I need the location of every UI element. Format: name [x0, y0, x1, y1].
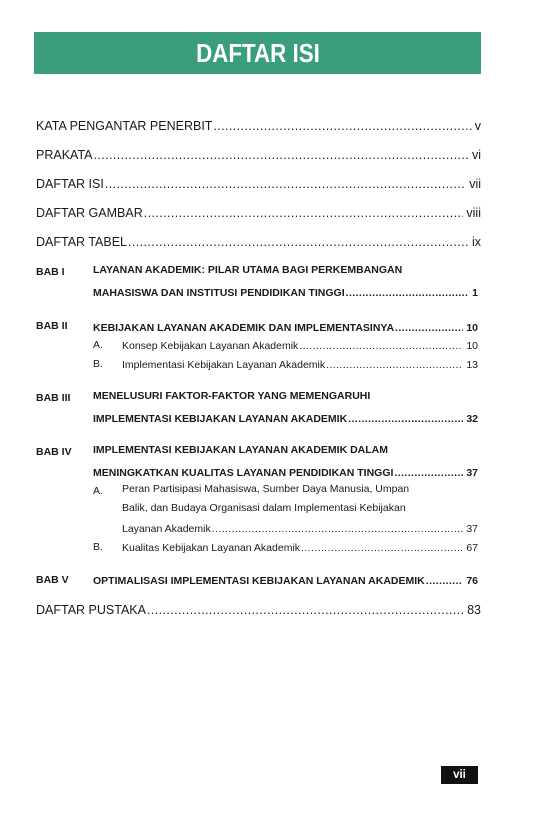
section-entry[interactable]: [122, 355, 478, 371]
section-entry[interactable]: [122, 519, 478, 535]
section-page: 37: [466, 523, 478, 535]
chapter-title-line[interactable]: IMPLEMENTASI KEBIJAKAN LAYANAN AKADEMIK DALAM: [93, 444, 388, 456]
chapter-number: BAB V: [36, 574, 69, 586]
toc-entry-page: 83: [467, 603, 481, 617]
toc-entry-label: DAFTAR ISI: [36, 177, 104, 191]
toc-entry-page: viii: [466, 206, 481, 220]
dot-leader: [144, 206, 464, 220]
section-title: Layanan Akademik: [122, 523, 211, 535]
chapter-1-entry[interactable]: [93, 283, 478, 299]
dot-leader: [326, 359, 463, 371]
toc-entry-daftar-gambar[interactable]: [36, 200, 481, 220]
toc-entry-label: DAFTAR GAMBAR: [36, 206, 143, 220]
dot-leader: [128, 235, 469, 249]
dot-leader: [348, 413, 463, 425]
toc-entry-page: v: [474, 119, 481, 133]
chapter-number: BAB I: [36, 266, 65, 278]
section-entry[interactable]: [122, 538, 478, 554]
section-title: Konsep Kebijakan Layanan Akademik: [122, 340, 299, 352]
toc-entry-kata-pengantar[interactable]: [36, 113, 481, 133]
toc-entry-label: DAFTAR PUSTAKA: [36, 603, 146, 617]
toc-entry-prakata[interactable]: [36, 142, 481, 162]
toc-entry-daftar-pustaka[interactable]: [36, 597, 481, 617]
page-number: vii: [453, 769, 466, 781]
toc-entry-page: vii: [469, 177, 481, 191]
section-letter: B.: [93, 358, 103, 370]
chapter-title-line[interactable]: LAYANAN AKADEMIK: PILAR UTAMA BAGI PERKEMBANGAN: [93, 264, 403, 276]
chapter-4-entry[interactable]: [93, 463, 478, 479]
section-entry[interactable]: [122, 336, 478, 352]
section-title-line[interactable]: Peran Partisipasi Mahasiswa, Sumber Daya Manusia, Umpan: [122, 483, 410, 495]
chapter-title-line: MENINGKATKAN KUALITAS LAYANAN PENDIDIKAN TINGGI: [93, 467, 394, 479]
chapter-page: 32: [466, 413, 478, 425]
section-title: Kualitas Kebijakan Layanan Akademik: [122, 542, 301, 554]
chapter-5-entry[interactable]: [93, 571, 478, 587]
chapter-title-line[interactable]: MENELUSURI FAKTOR-FAKTOR YANG MEMENGARUHI: [93, 390, 371, 402]
section-page: 13: [466, 359, 478, 371]
dot-leader: [426, 575, 464, 587]
section-letter: A.: [93, 339, 103, 351]
dot-leader: [147, 603, 464, 617]
chapter-number: BAB IV: [36, 446, 72, 458]
toc-entry-page: vi: [471, 148, 481, 162]
chapter-page: 10: [466, 322, 478, 334]
toc-entry-daftar-tabel[interactable]: [36, 229, 481, 249]
dot-leader: [395, 322, 463, 334]
section-letter: B.: [93, 541, 103, 553]
chapter-page: 37: [466, 467, 478, 479]
chapter-title-line: MAHASISWA DAN INSTITUSI PENDIDIKAN TINGGI: [93, 287, 345, 299]
dot-leader: [212, 523, 464, 535]
section-page: 10: [466, 340, 478, 352]
chapter-number: BAB III: [36, 392, 71, 404]
dot-leader: [301, 542, 463, 554]
page-number-badge: [441, 766, 478, 784]
chapter-title-line: OPTIMALISASI IMPLEMENTASI KEBIJAKAN LAYANAN AKADEMIK: [93, 575, 425, 587]
page-title: DAFTAR ISI: [195, 37, 320, 68]
dot-leader: [105, 177, 466, 191]
dot-leader: [394, 467, 463, 479]
section-title: Implementasi Kebijakan Layanan Akademik: [122, 359, 326, 371]
chapter-2-entry[interactable]: [93, 318, 478, 334]
chapter-3-entry[interactable]: [93, 409, 478, 425]
toc-entry-label: DAFTAR TABEL: [36, 235, 127, 249]
chapter-page: 76: [466, 575, 478, 587]
toc-entry-daftar-isi[interactable]: [36, 171, 481, 191]
title-banner: [34, 32, 481, 74]
dot-leader: [94, 148, 469, 162]
dot-leader: [213, 119, 471, 133]
toc-entry-label: KATA PENGANTAR PENERBIT: [36, 119, 213, 133]
chapter-number: BAB II: [36, 320, 68, 332]
section-title-line[interactable]: Balik, dan Budaya Organisasi dalam Implementasi Kebijakan: [122, 502, 406, 514]
section-letter: A.: [93, 485, 103, 497]
toc-entry-label: PRAKATA: [36, 148, 93, 162]
chapter-title-line: KEBIJAKAN LAYANAN AKADEMIK DAN IMPLEMENTASINYA: [93, 322, 395, 334]
section-page: 67: [466, 542, 478, 554]
toc-entry-page: ix: [471, 235, 481, 249]
dot-leader: [346, 287, 470, 299]
dot-leader: [299, 340, 463, 352]
chapter-page: 1: [472, 287, 478, 299]
chapter-title-line: IMPLEMENTASI KEBIJAKAN LAYANAN AKADEMIK: [93, 413, 348, 425]
